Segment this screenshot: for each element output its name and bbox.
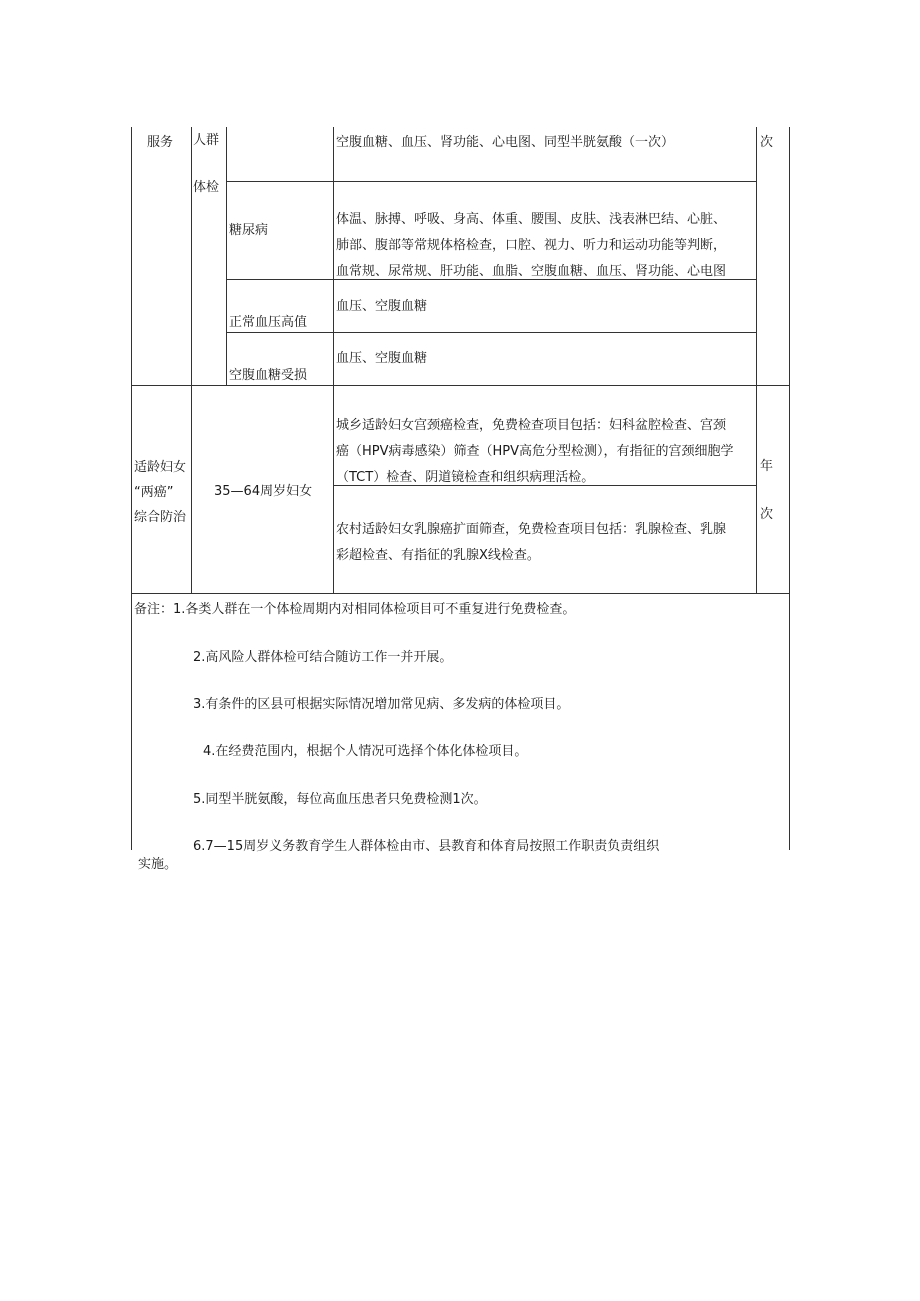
grid-h-s1-1 [226, 181, 756, 182]
grid-v-s2-3 [756, 385, 757, 593]
content-row-4: 血压、空腹血糖 [336, 351, 428, 366]
two-cancer-label-3: 综合防治 [134, 510, 187, 525]
note-4: 4.在经费范围内，根据个人情况可选择个体化体检项目。 [203, 744, 528, 759]
times-label: 次 [760, 507, 774, 522]
grid-v-s1-2 [226, 127, 227, 385]
content-row-1: 空腹血糖、血压、肾功能、心电图、同型半胱氨酸（一次） [336, 135, 675, 150]
category-high-normal-bp: 正常血压高值 [229, 315, 308, 330]
grid-v-s1-1 [191, 127, 192, 385]
note-2: 2.高风险人群体检可结合随访工作一并开展。 [193, 650, 453, 665]
grid-v-s1-4 [756, 127, 757, 385]
grid-h-notes-divider [131, 593, 789, 594]
content-row-2-line-2: 肺部、腹部等常规体格检查，口腔、视力、听力和运动功能等判断， [336, 238, 727, 253]
checkup-label: 体检 [193, 180, 220, 195]
year-label: 年 [760, 459, 774, 474]
breast-cancer-line-1: 农村适龄妇女乳腺癌扩面筛查，免费检查项目包括：乳腺检查、乳腺 [336, 522, 727, 537]
grid-v-s2-1 [191, 385, 192, 593]
table-right-border [789, 127, 790, 850]
breast-cancer-line-2: 彩超检查、有指征的乳腺X线检查。 [336, 548, 540, 563]
women-age-range: 35—64周岁妇女 [214, 484, 313, 499]
note-6: 6.7—15周岁义务教育学生人群体检由市、县教育和体育局按照工作职责负责组织 [193, 839, 660, 854]
content-row-2-line-1: 体温、脉搏、呼吸、身高、体重、腰围、皮肤、浅表淋巴结、心脏、 [336, 212, 727, 227]
note-3: 3.有条件的区县可根据实际情况增加常见病、多发病的体检项目。 [193, 697, 570, 712]
two-cancer-label-2: “两癌” [134, 485, 174, 500]
cervical-cancer-line-3: （TCT）检查、阴道镜检查和组织病理活检。 [336, 470, 595, 485]
grid-v-s2-2 [333, 385, 334, 593]
content-row-2-line-3: 血常规、尿常规、肝功能、血脂、空腹血糖、血压、肾功能、心电图 [336, 264, 727, 279]
note-1: 备注：1.各类人群在一个体检周期内对相同体检项目可不重复进行免费检查。 [134, 602, 576, 617]
two-cancer-label-1: 适龄妇女 [134, 460, 187, 475]
note-6-tail: 实施。 [138, 857, 178, 872]
cervical-cancer-line-1: 城乡适龄妇女宫颈癌检查，免费检查项目包括：妇科盆腔检查、宫颈 [336, 418, 727, 433]
service-label: 服务 [147, 135, 174, 150]
category-impaired-fasting-glucose: 空腹血糖受损 [229, 368, 308, 383]
frequency-label: 次 [760, 135, 774, 150]
category-diabetes: 糖尿病 [229, 223, 269, 238]
content-row-3: 血压、空腹血糖 [336, 299, 428, 314]
cervical-cancer-line-2: 癌（HPV病毒感染）筛查（HPV高危分型检测），有指征的宫颈细胞学 [336, 444, 734, 459]
table-left-border [131, 127, 132, 850]
grid-v-s1-3 [333, 127, 334, 385]
crowd-label: 人群 [193, 133, 220, 148]
note-5: 5.同型半胱氨酸，每位高血压患者只免费检测1次。 [193, 792, 487, 807]
